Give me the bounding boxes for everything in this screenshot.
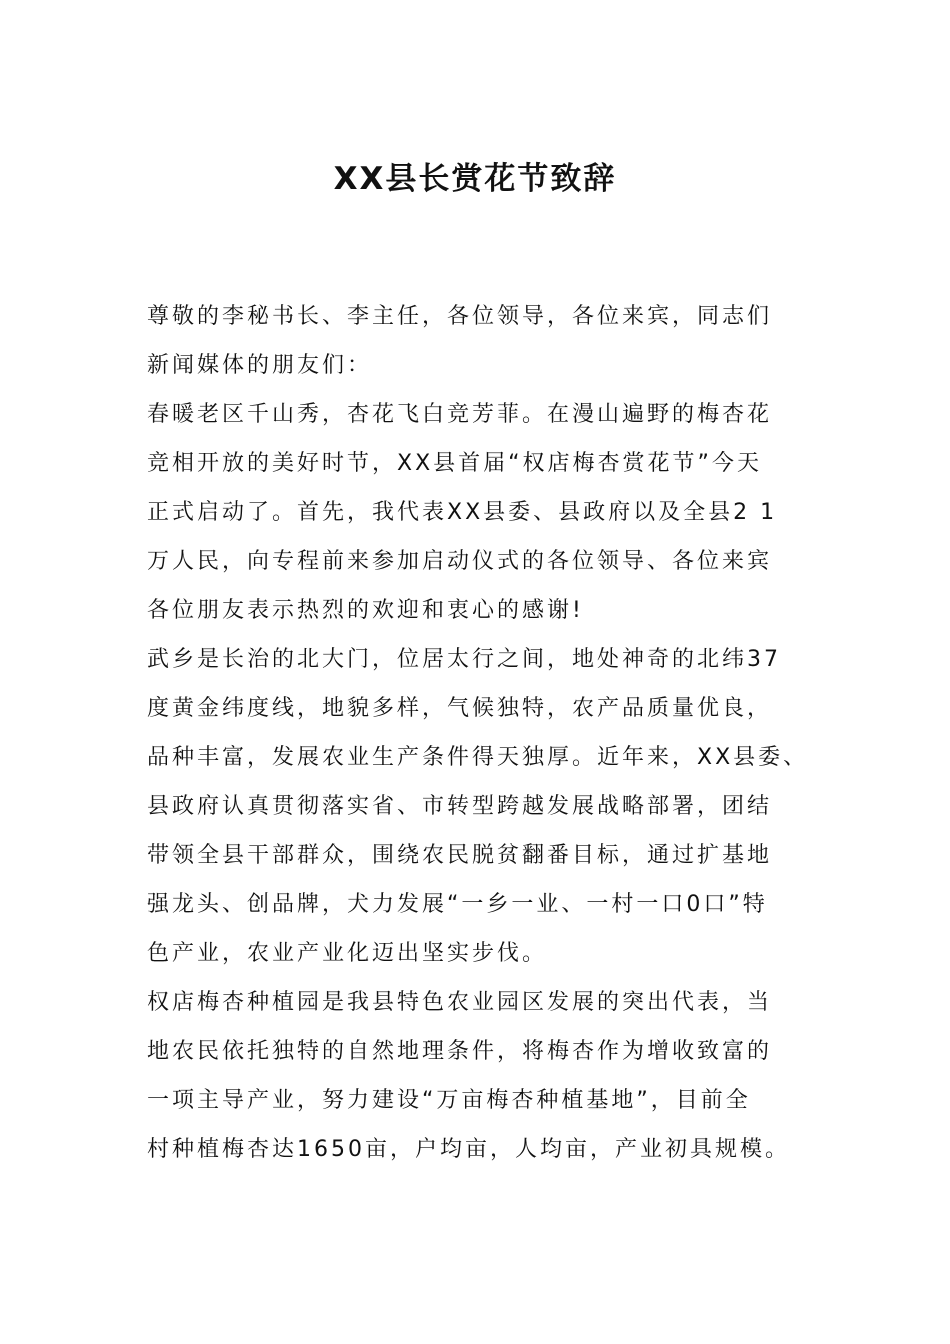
body-line: 武乡是长治的北大门，位居太行之间，地处神奇的北纬37 [147, 647, 781, 672]
document-body [147, 292, 827, 1174]
body-line: 各位朋友表示热烈的欢迎和衷心的感谢! [147, 598, 584, 623]
body-line: 权店梅杏种植园是我县特色农业园区发展的突出代表，当 [147, 990, 773, 1015]
body-line: 县政府认真贯彻落实省、市转型跨越发展战略部署，团结 [147, 794, 773, 819]
body-line: 地农民依托独特的自然地理条件，将梅杏作为增收致富的 [147, 1039, 773, 1064]
body-line: 竞相开放的美好时节，XX县首届“权店梅杏赏花节”今天 [147, 451, 762, 476]
body-line: 强龙头、创品牌，犬力发展“一乡一业、一村一口0口”特 [147, 892, 768, 917]
body-line: 正式启动了。首先，我代表XX县委、县政府以及全县2 1 [147, 500, 778, 525]
body-line: 新闻媒体的朋友们： [147, 353, 373, 378]
body-line: 春暖老区千山秀，杏花飞白竞芳菲。在漫山遍野的梅杏花 [147, 402, 773, 427]
body-line: 尊敬的李秘书长、李主任，各位领导，各位来宾，同志们 [147, 304, 773, 329]
document-title: XX县长赏花节致辞 [333, 161, 617, 197]
body-line: 带领全县干部群众，围绕农民脱贫翻番目标，通过扩基地 [147, 843, 773, 868]
body-line: 村种植梅杏达1650亩，户均亩，人均亩，产业初具规模。 [147, 1137, 790, 1162]
body-line: 一项主导产业，努力建设“万亩梅杏种植基地”，目前全 [147, 1088, 751, 1113]
body-line: 色产业，农业产业化迈出坚实步伐。 [147, 941, 548, 966]
body-line: 品种丰富，发展农业生产条件得天独厚。近年来，XX县委、 [147, 745, 809, 770]
body-line: 万人民，向专程前来参加启动仪式的各位领导、各位来宾 [147, 549, 773, 574]
body-line: 度黄金纬度线，地貌多样，气候独特，农产品质量优良， [147, 696, 773, 721]
